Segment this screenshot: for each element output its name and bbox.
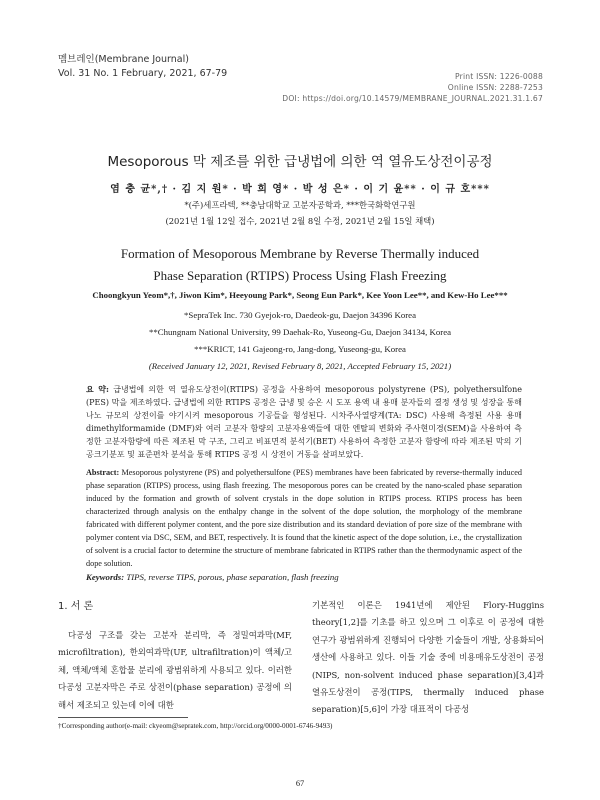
keywords-label: Keywords:: [86, 572, 125, 582]
english-title-line1: Formation of Mesoporous Membrane by Reverse Thermally induced: [120, 246, 480, 261]
footnote-divider: [58, 717, 188, 718]
journal-issue: Vol. 31 No. 1 February, 2021, 67-79: [58, 68, 228, 79]
body-left-column: 다공성 구조를 갖는 고분자 분리막, 즉 정밀여과막(MF, microfiltration), 한외여과막(UF, ultrafiltration)이 액체/고체, 액체/액체 혼합물 분리에 광범위하게 사용되고 있다. 이러한 다공성 고분자막은 주로 상전이(phase separation) 공정에 의해서 제조되고 있는데 이에 대한: [58, 630, 292, 710]
english-dates: (Received January 12, 2021, Revised February 8, 2021, Accepted February 15, 2021): [148, 361, 452, 371]
korean-abstract-label: 요 약:: [86, 384, 109, 394]
english-abstract-label: Abstract:: [86, 468, 120, 477]
korean-authors: 염 충 균*,† · 김 지 원* · 박 희 영* · 박 성 은* · 이 기 윤** · 이 규 호***: [110, 184, 490, 195]
section-title-introduction: 1. 서 론: [58, 601, 94, 612]
keywords: [86, 572, 339, 582]
doi[interactable]: DOI: https://doi.org/10.14579/MEMBRANE_JOURNAL.2021.31.1.67: [282, 94, 543, 103]
journal-name: 멤브레인(Membrane Journal): [58, 54, 189, 65]
english-title: [0, 243, 600, 287]
english-abstract: [86, 466, 522, 570]
corresponding-author-footnote: †Corresponding author(e-mail: ckyeom@sepratek.com, http://orcid.org/0000-0001-6746-9493): [58, 722, 333, 730]
english-affiliation-3: ***KRICT, 141 Gajeong-ro, Jang-dong, Yuseong-gu, Korea: [194, 344, 406, 354]
korean-affiliations: *(주)세프라텍, **충남대학교 고분자공학과, ***한국화학연구원: [184, 200, 416, 210]
korean-abstract-text: 급냉법에 의한 역 열유도상전이(RTIPS) 공정을 사용하여 mesoporous polystyrene (PS), polyethersulfone (PES) 막을 제조하였다. 급냉법에 의한 RTIPS 공정은 급냉 및 승온 시 도포 용액 내 용매 분자들의 결정 생성 및 성장을 통해 나노 규모의 상전이를 야기시켜 mesoporous 기공들을 형성된다. 시차주사열량계(TA: DSC) 사용해 측정된 사용 용매 dimethylformamide (DMF)와 여러 고분자 함량의 고분자용액들에 대한 엔탈피 변화와 주사현미경(SEM)을 사용하여 측정한 고분자함량에 따른 제조된 막 구조, 그리고 비표면적 분석기(BET) 사용하여 측정한 고분자 함량에 따라 제조된 막의 기공크기분포 및 표준편차 분석을 통해 RTIPS 공정 시 상전이 거동을 살펴보았다.: [86, 385, 522, 459]
online-issn: Online ISSN: 2288-7253: [447, 83, 543, 92]
korean-dates: (2021년 1월 12일 접수, 2021년 2월 8일 수정, 2021년 2월 15일 채택): [165, 216, 435, 226]
english-affiliation-2: **Chungnam National University, 99 Daehak-Ro, Yuseong-Gu, Daejon 34134, Korea: [148, 327, 452, 337]
print-issn: Print ISSN: 1226-0088: [454, 72, 543, 81]
keywords-text: TIPS, reverse TIPS, porous, phase separation, flash freezing: [126, 572, 339, 582]
page-number: 67: [295, 779, 305, 788]
english-authors: Choongkyun Yeom*,†, Jiwon Kim*, Heeyoung Park*, Seong Eun Park*, Kee Yoon Lee**, and Kew-Ho Lee***: [92, 290, 508, 300]
body-right-column: 기본적인 이론은 1941년에 제안된 Flory-Huggins theory[1,2]를 기초를 하고 있으며 그 이후로 이 공정에 대한 연구가 광범위하게 진행되어 다양한 기술들이 개발, 상용화되어 생산에 사용하고 있다. 이들 기술 중에 비용매유도상전이 공정(NIPS, non-solvent induced phase separation)[3,4]과 열유도상전이 공정(TIPS, thermally induced phase separation)[5,6]이 가장 대표적이 다공성: [312, 600, 544, 715]
english-affiliation-1: *SepraTek Inc. 730 Gyejok-ro, Daedeok-gu, Daejon 34396 Korea: [184, 310, 416, 320]
english-abstract-text: Mesoporous polystyrene (PS) and polyethersulfone (PES) membranes have been fabricated by reverse-thermally induced phase separation (RTIPS) process, using flash freezing. The mesoporous pores can be created by the nano-scaled phase separation induced by the formation and growth of solvent crystals in the dope solution in RTIPS process. RTIPS process has been characterized through analysis on the enthalpy change in the solvent of the dope solution, the morphology of the membrane fabricated with different polymer content, and the pore size distribution and its standard deviation of pore size of the membrane with polymer content via DSC, SEM, and BET, respectively. It is found that the kinetic aspect of the dope solution, i.e., the crystallization of solvent is a crucial factor to determine the structure of membrane fabricated in RTIPS rather than the thermodynamic aspect of the dope solution.: [86, 468, 522, 568]
korean-abstract: [86, 383, 522, 461]
english-title-line2: Phase Separation (RTIPS) Process Using Flash Freezing: [153, 268, 447, 283]
korean-title: Mesoporous 막 제조를 위한 급냉법에 의한 역 열유도상전이공정: [107, 154, 493, 170]
